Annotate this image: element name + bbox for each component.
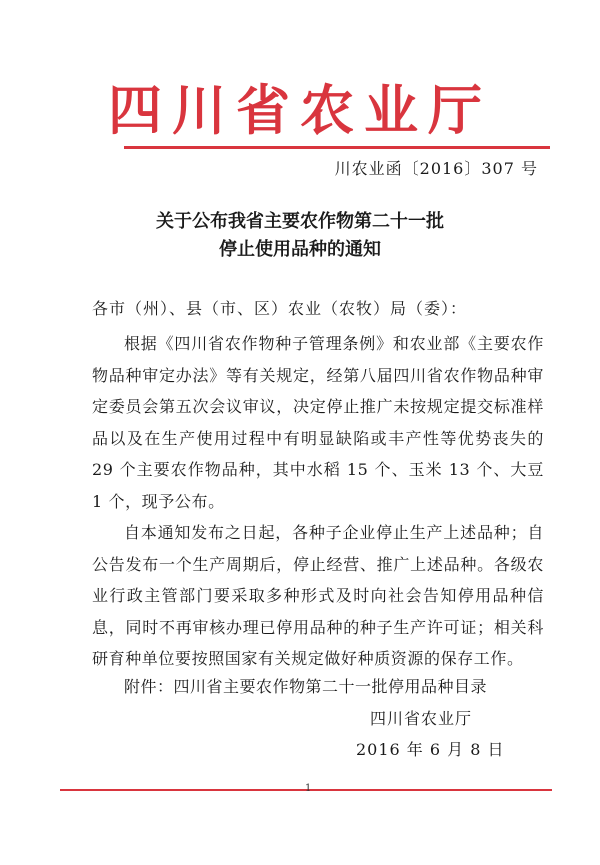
notice-title — [0, 208, 600, 264]
addressee: 各市（州）、县（市、区）农业（农牧）局（委）： — [92, 299, 468, 318]
attachment-line: 附件：四川省主要农作物第二十一批停用品种目录 — [124, 677, 488, 696]
notice-title-line-1: 关于公布我省主要农作物第二十一批 — [156, 211, 444, 232]
body-paragraph: 根据《四川省农作物种子管理条例》和农业部《主要农作物品种审定办法》等有关规定，经第八届四川省农作物品种审定委员会第五次会议审议，决定停止推广未按规定提交标准样品以及在生产使用过程中有明显缺陷或丰产性等优势丧失的 29 个主要农作物品种，其中水稻 15 个、玉米 13 个、大豆 1 个，现予公布。 — [92, 334, 544, 511]
header-red-rule — [124, 146, 550, 149]
issuer-signature: 四川省农业厅 — [370, 709, 473, 728]
notice-body — [92, 328, 544, 675]
notice-title-line-2: 停止使用品种的通知 — [219, 239, 381, 260]
issuing-organization-title: 四川省农业厅 — [108, 78, 492, 142]
body-paragraph: 自本通知发布之日起，各种子企业停止生产上述品种；自公告发布一个生产周期后，停止经营、推广上述品种。各级农业行政主管部门要采取多种形式及时向社会告知停用品种信息，同时不再审核办理已停用品种的种子生产许可证；相关科研育种单位要按照国家有关规定做好种质资源的保存工作。 — [92, 523, 544, 668]
page-number: 1 — [305, 783, 312, 794]
issue-date: 2016 年 6 月 8 日 — [356, 740, 505, 759]
document-number: 川农业函〔2016〕307 号 — [334, 159, 538, 178]
